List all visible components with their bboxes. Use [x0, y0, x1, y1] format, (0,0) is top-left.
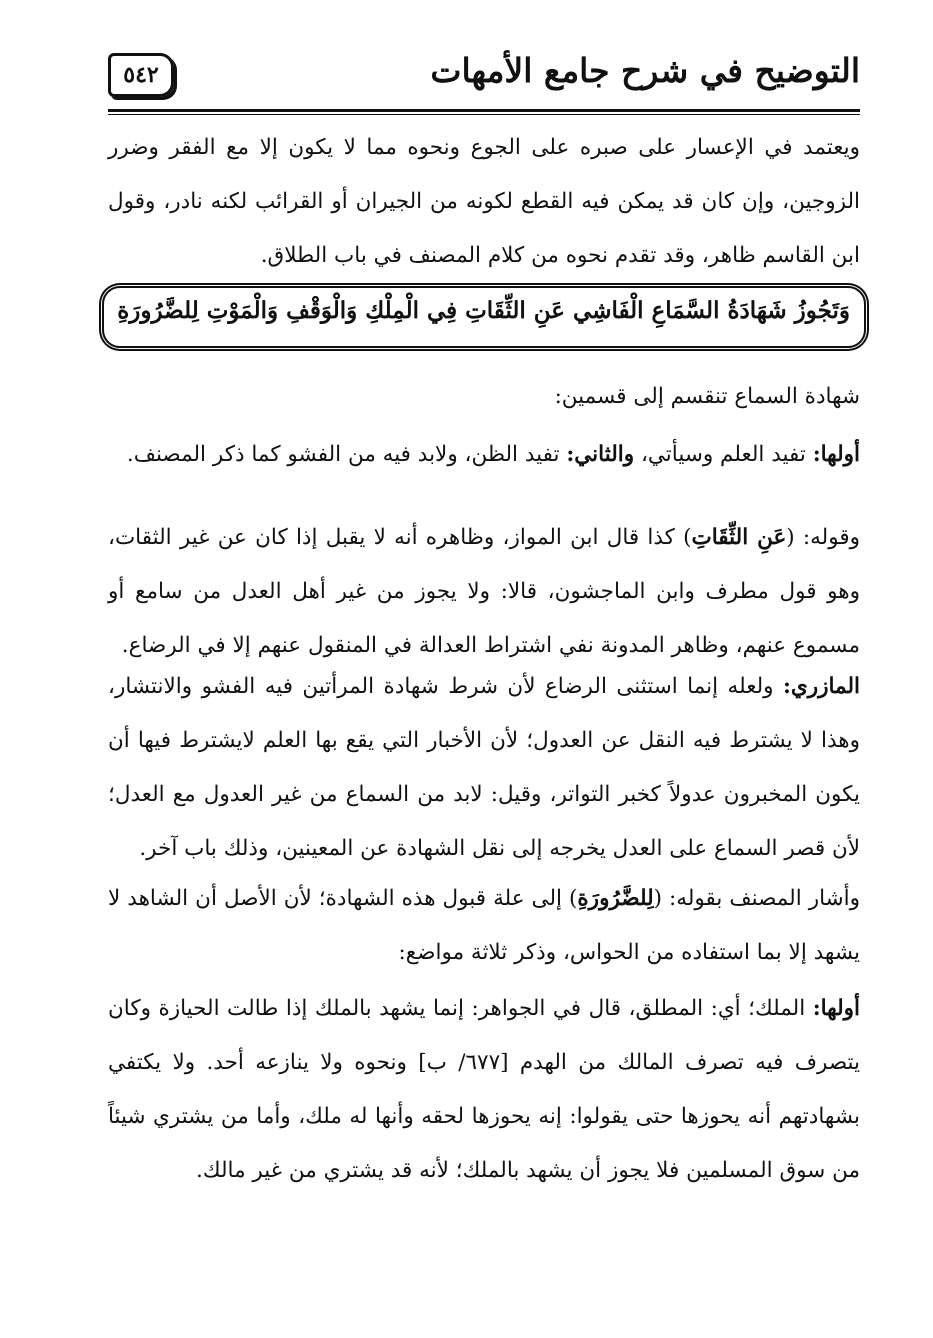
header-rule	[108, 109, 860, 115]
first-label: أولها:	[812, 996, 860, 1021]
page-number-badge: ٥٤٢	[108, 53, 174, 97]
second-label: والثاني:	[566, 442, 635, 467]
paragraph-3	[108, 428, 860, 482]
paragraph-7-body: الملك؛ أي: المطلق، قال في الجواهر: إنما يشهد بالملك إذا طالت الحيازة وكان يتصرف فيه تصرف المالك من الهدم [٦٧٧/ ب] ونحوه ولا ينازعه أحد. ولا يكتفي بشهادتهم أنه يحوزها حتى يقولوا: إنه يحوزها لحقه وأنها له ملك، وأما من يشتري شيئاً من سوق المسلمين فلا يجوز أن يشهد بالملك؛ لأنه قد يشتري من غير مالك.	[108, 996, 860, 1183]
quoted-phrase: لِلضَّرُورَةِ	[577, 886, 654, 911]
paragraph-4	[108, 511, 860, 673]
book-page	[108, 45, 860, 1305]
matn-text: وَتَجُوزُ شَهَادَةُ السَّمَاعِ الْفَاشِي عَنِ الثِّقَاتِ فِي الْمِلْكِ وَالْوَقْفِ وَالْمَوْتِ لِلضَّرُورَةِ	[117, 297, 850, 324]
paragraph-5-body: ولعله إنما استثنى الرضاع لأن شرط شهادة المرأتين فيه الفشو والانتشار، وهذا لا يشترط فيه النقل عن العدول؛ لأن الأخبار التي يقع بها العلم لايشترط فيها أن يكون المخبرون عدولاً كخبر التواتر، وقيل: لابد من السماع من غير العدول مع العدل؛ لأن قصر السماع على العدل يخرجه إلى نقل الشهادة عن المعينين، وذلك باب آخر.	[108, 674, 860, 861]
running-title: التوضيح في شرح جامع الأمهات	[430, 51, 860, 90]
paragraph-1: ويعتمد في الإعسار على صبره على الجوع ونحوه مما لا يكون إلا مع الفقر وضرر الزوجين، وإن كان قد يمكن فيه القطع لكونه من الجيران أو القرائب لكنه نادر، وقول ابن القاسم ظاهر، وقد تقدم نحوه من كلام المصنف في باب الطلاق.	[108, 135, 860, 268]
paragraph-6	[108, 872, 860, 980]
first-label: أولها:	[812, 442, 860, 467]
paragraph-7	[108, 982, 860, 1198]
matn-box	[102, 286, 866, 348]
mazari-label: المازري:	[782, 674, 860, 699]
paragraph-4-body: ) كذا قال ابن المواز، وظاهره أنه لا يقبل إذا كان عن غير الثقات، وهو قول مطرف وابن الماجشون، قالا: ولا يجوز من غير أهل العدل من سامع أو مسموع عنهم، وظاهر المدونة نفي اشتراط العدالة في المنقول عنهم إلا في الرضاع.	[108, 525, 860, 658]
quote-open-text: وقوله: (	[786, 525, 860, 550]
page-header	[108, 45, 860, 103]
paragraph-5	[108, 660, 860, 876]
first-text: تفيد العلم وسيأتي،	[634, 442, 813, 467]
quoted-phrase: عَنِ الثِّقَاتِ	[691, 525, 787, 550]
paragraph-6-body: ) إلى علة قبول هذه الشهادة؛ لأن الأصل أن الشاهد لا يشهد إلا بما استفاده من الحواس، وذكر ثلاثة مواضع:	[108, 886, 860, 965]
second-text: تفيد الظن، ولابد فيه من الفشو كما ذكر المصنف.	[126, 442, 567, 467]
paragraph-2: شهادة السماع تنقسم إلى قسمين:	[554, 384, 860, 409]
quote-open-text: وأشار المصنف بقوله: (	[653, 886, 861, 911]
